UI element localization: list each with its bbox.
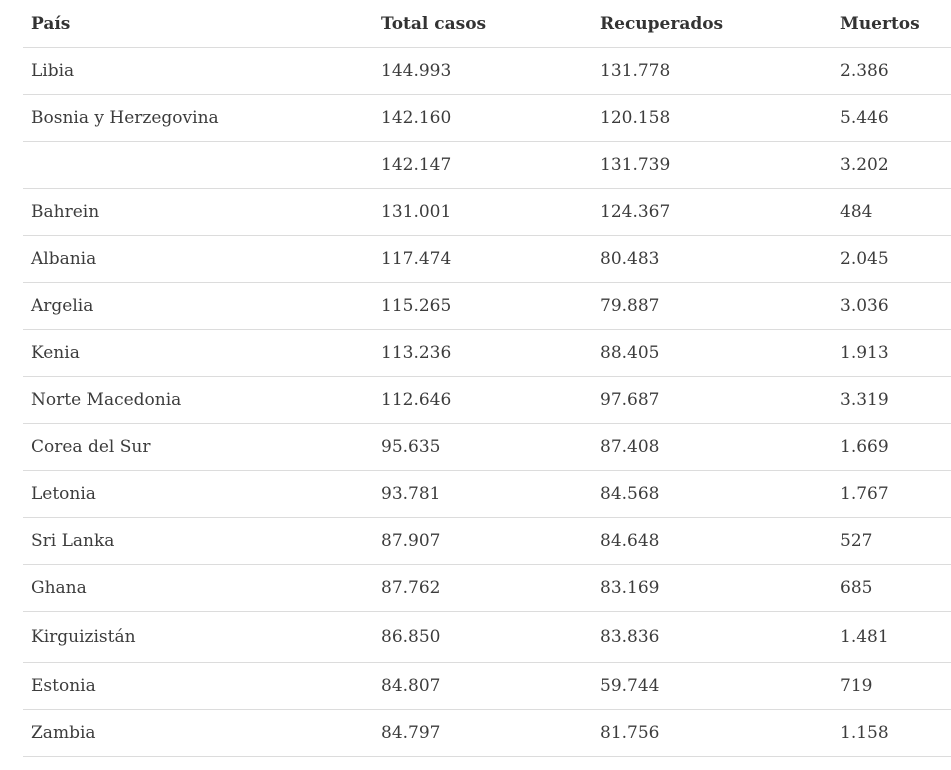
cell-recovered: 88.405 (592, 330, 832, 377)
cell-deaths: 1.767 (832, 471, 951, 518)
table-row (23, 377, 951, 424)
cell-total-cases: 142.147 (373, 142, 592, 189)
cell-recovered: 124.367 (592, 189, 832, 236)
cell-total-cases: 115.265 (373, 283, 592, 330)
cell-deaths: 1.913 (832, 330, 951, 377)
cell-country: Estonia (23, 663, 373, 710)
cell-recovered: 87.408 (592, 424, 832, 471)
cell-total-cases: 117.474 (373, 236, 592, 283)
header-deaths: Muertos (832, 0, 951, 48)
cell-total-cases: 112.646 (373, 377, 592, 424)
table-row (23, 189, 951, 236)
cell-country: Zambia (23, 710, 373, 757)
table-row (23, 142, 951, 189)
table-row (23, 283, 951, 330)
covid-stats-table (23, 0, 951, 757)
cell-deaths: 3.036 (832, 283, 951, 330)
cell-recovered: 97.687 (592, 377, 832, 424)
cell-total-cases: 142.160 (373, 95, 592, 142)
cell-total-cases: 87.907 (373, 518, 592, 565)
table-row (23, 48, 951, 95)
table-row (23, 236, 951, 283)
cell-deaths: 3.319 (832, 377, 951, 424)
cell-country: Bosnia y Herzegovina (23, 95, 373, 142)
cell-recovered: 84.648 (592, 518, 832, 565)
cell-deaths: 5.446 (832, 95, 951, 142)
cell-country: Corea del Sur (23, 424, 373, 471)
cell-country: Albania (23, 236, 373, 283)
cell-recovered: 59.744 (592, 663, 832, 710)
cell-total-cases: 84.807 (373, 663, 592, 710)
cell-total-cases: 95.635 (373, 424, 592, 471)
table-row (23, 565, 951, 612)
cell-country: Ghana (23, 565, 373, 612)
cell-deaths: 1.481 (832, 612, 951, 663)
table-row (23, 471, 951, 518)
cell-deaths: 2.386 (832, 48, 951, 95)
cell-deaths: 3.202 (832, 142, 951, 189)
cell-total-cases: 86.850 (373, 612, 592, 663)
cell-deaths: 1.158 (832, 710, 951, 757)
cell-total-cases: 113.236 (373, 330, 592, 377)
header-recovered: Recuperados (592, 0, 832, 48)
cell-recovered: 84.568 (592, 471, 832, 518)
cell-total-cases: 93.781 (373, 471, 592, 518)
table-row (23, 330, 951, 377)
cell-recovered: 120.158 (592, 95, 832, 142)
table-header-row (23, 0, 951, 48)
table-row (23, 518, 951, 565)
cell-recovered: 83.836 (592, 612, 832, 663)
cell-recovered: 131.778 (592, 48, 832, 95)
cell-country: Sri Lanka (23, 518, 373, 565)
header-total-cases: Total casos (373, 0, 592, 48)
cell-total-cases: 144.993 (373, 48, 592, 95)
header-country: País (23, 0, 373, 48)
table-row (23, 424, 951, 471)
cell-country: Kenia (23, 330, 373, 377)
cell-country (23, 142, 373, 189)
cell-deaths: 527 (832, 518, 951, 565)
cell-recovered: 131.739 (592, 142, 832, 189)
cell-country: Argelia (23, 283, 373, 330)
table-row (23, 95, 951, 142)
cell-recovered: 83.169 (592, 565, 832, 612)
cell-country: Norte Macedonia (23, 377, 373, 424)
covid-stats-table-container (23, 0, 951, 757)
cell-country: Kirguizistán (23, 612, 373, 663)
table-row (23, 710, 951, 757)
cell-total-cases: 84.797 (373, 710, 592, 757)
cell-deaths: 1.669 (832, 424, 951, 471)
table-row (23, 663, 951, 710)
cell-total-cases: 87.762 (373, 565, 592, 612)
cell-recovered: 81.756 (592, 710, 832, 757)
cell-recovered: 79.887 (592, 283, 832, 330)
cell-deaths: 719 (832, 663, 951, 710)
cell-deaths: 685 (832, 565, 951, 612)
cell-deaths: 484 (832, 189, 951, 236)
cell-deaths: 2.045 (832, 236, 951, 283)
cell-country: Bahrein (23, 189, 373, 236)
cell-total-cases: 131.001 (373, 189, 592, 236)
cell-country: Letonia (23, 471, 373, 518)
cell-country: Libia (23, 48, 373, 95)
cell-recovered: 80.483 (592, 236, 832, 283)
table-row (23, 612, 951, 663)
